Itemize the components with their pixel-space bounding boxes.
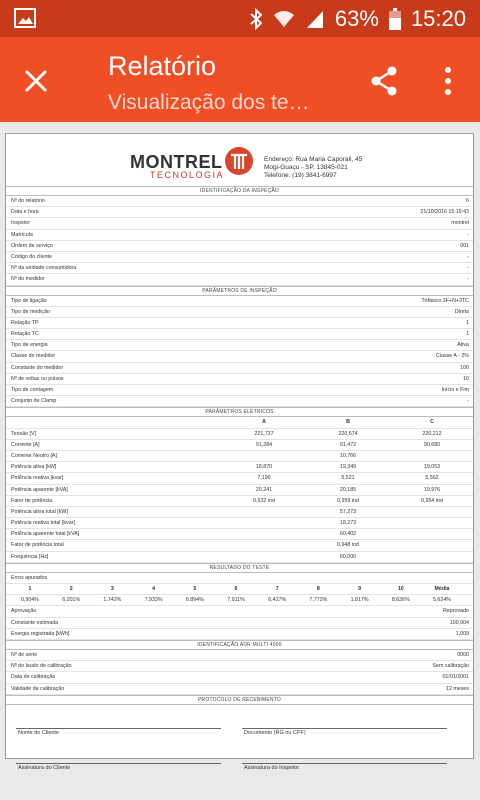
eletricos-phase-b-value: 18,273: [339, 520, 357, 527]
parametros-label: Tipo de medição: [11, 308, 50, 315]
erro-header-cell: 7: [275, 586, 279, 592]
brand-name: MONTREL: [130, 152, 223, 172]
parametros-label: Tipo de contagem: [11, 387, 54, 393]
erro-value-cell: 7,911%: [227, 597, 245, 604]
signal-icon: [305, 9, 325, 29]
resultado-row: [6, 618, 473, 629]
parametros-row: [6, 307, 473, 318]
erro-value-cell: 5,624%: [433, 597, 451, 604]
eletricos-phase-a-value: 0,932 ind: [253, 497, 275, 504]
resultado-label: Aprovação: [11, 608, 37, 615]
eletricos-phase-c-value: 19,976: [423, 486, 441, 493]
status-bar: [0, 0, 480, 37]
eletricos-table: [6, 429, 473, 563]
eletricos-header-row: [6, 417, 473, 428]
parametros-label: Relação TC: [11, 331, 39, 338]
erros-values-row: [6, 595, 473, 606]
eletricos-row: [6, 507, 473, 518]
wifi-icon: [273, 9, 295, 29]
resultado-label: Energia registrada [kWh]: [11, 630, 70, 637]
parametros-label: Constante do medidor: [11, 364, 64, 371]
parametros-label: Tipo de energia: [11, 342, 48, 349]
parametros-row: [6, 385, 473, 396]
inspecao-table: [6, 196, 473, 286]
eletricos-phase-a-value: 20,241: [255, 486, 273, 493]
parametros-value: 10: [463, 375, 469, 382]
erro-value-cell: 6,201%: [62, 597, 81, 604]
parametros-row: [6, 296, 473, 307]
inspecao-value: 001: [460, 242, 469, 249]
parametros-value: 100: [460, 364, 469, 371]
eletricos-label: Potência reativa [kvar]: [11, 475, 64, 482]
phase-a-header: A: [262, 419, 266, 426]
parametros-row: [6, 351, 473, 362]
inspecao-row: [6, 241, 473, 252]
erro-value-cell: 7,772%: [309, 597, 328, 604]
section-inspecao: IDENTIFICAÇÃO DA INSPEÇÃO: [6, 186, 473, 196]
phase-c-header: C: [430, 419, 434, 426]
erro-header-cell: 2: [69, 586, 73, 592]
eletricos-phase-b-value: 0,948 ind: [337, 542, 359, 549]
eletricos-phase-a-value: 18,870: [255, 464, 273, 471]
nome-cliente-label: Nome do Cliente: [18, 729, 59, 736]
adr-value: 0000: [457, 651, 469, 658]
parametros-value: Trifásico 3F+N+3TC: [421, 297, 469, 304]
adr-row: [6, 672, 473, 683]
adr-label: Nº do laudo de calibração: [11, 663, 72, 670]
eletricos-phase-b-value: 20,185: [339, 486, 357, 493]
inspecao-row: [6, 274, 473, 285]
eletricos-phase-a-value: 91,284: [255, 441, 273, 448]
eletricos-label: Fator de potência: [11, 497, 53, 504]
erros-header-row: [6, 584, 473, 595]
parametros-value: Direta: [454, 308, 469, 315]
eletricos-row: [6, 540, 473, 551]
eletricos-label: Potência aparente [kVA]: [11, 486, 68, 493]
resultado-row: [6, 629, 473, 640]
nome-cliente-line: [16, 728, 221, 729]
phase-b-header: B: [346, 419, 350, 426]
eletricos-phase-b-value: 10,766: [339, 452, 357, 459]
eletricos-phase-b-value: 91,472: [339, 441, 357, 448]
inspecao-label: Inspetor: [11, 220, 31, 227]
adr-table: [6, 650, 473, 695]
parametros-row: [6, 340, 473, 351]
eletricos-row: [6, 529, 473, 540]
eletricos-label: Potência ativa [kW]: [11, 464, 57, 471]
eletricos-phase-b-value: 60,402: [339, 531, 357, 538]
adr-value: 01/01/2001: [442, 674, 469, 681]
image-icon: [14, 8, 36, 28]
eletricos-row: [6, 440, 473, 451]
eletricos-row: [6, 462, 473, 473]
erro-header-cell: 4: [152, 586, 156, 592]
eletricos-phase-b-value: 19,349: [339, 464, 357, 471]
eletricos-phase-a-value: 221,737: [254, 430, 274, 437]
erro-header-cell: 6: [234, 586, 238, 592]
eletricos-label: Potência aparente total [kVA]: [11, 531, 80, 538]
signature-area: [6, 705, 473, 785]
bluetooth-icon: [249, 8, 263, 30]
parametros-value: 1: [466, 319, 469, 326]
adr-label: Data de calibração: [11, 674, 56, 681]
parametros-row: [6, 363, 473, 374]
eletricos-phase-c-value: 19,053: [423, 464, 441, 471]
parametros-value: 1: [466, 331, 469, 338]
inspecao-label: Matrícula: [11, 231, 33, 238]
assinatura-cliente-label: Assinatura do Cliente: [18, 764, 71, 771]
inspecao-value: 6: [466, 198, 469, 204]
erro-header-cell: 5: [193, 586, 197, 592]
share-icon[interactable]: [368, 65, 400, 97]
documento-label: Documento (RG ou CPF): [244, 729, 306, 736]
resultado-table: [6, 606, 473, 640]
erro-header-cell: Média: [434, 586, 450, 592]
parametros-row: [6, 329, 473, 340]
parametros-value: Classe A - 2%: [436, 353, 469, 360]
eletricos-phase-b-value: 5,521: [341, 475, 355, 482]
parametros-label: Conjunto de Clamp: [11, 398, 57, 405]
erro-header-cell: 8: [316, 586, 320, 592]
erro-value-cell: 0,904%: [21, 597, 39, 604]
company-address: Endereço: Rua Maria Caporali, 45 Mogi-Guaçu - SP, 13845-021 Telefone: (19) 3841-6997: [264, 156, 363, 179]
inspecao-label: Nº do relatório: [11, 198, 45, 204]
resultado-label: Constante estimada: [11, 619, 59, 626]
adr-row: [6, 650, 473, 661]
parametros-row: [6, 318, 473, 329]
clock: 15:20: [410, 6, 466, 31]
eletricos-row: [6, 552, 473, 563]
eletricos-row: [6, 496, 473, 507]
inspecao-label: Código do cliente: [11, 253, 52, 260]
resultado-value: 100,904: [449, 619, 469, 626]
eletricos-label: Fator de potência total: [11, 542, 64, 549]
parametros-label: Nº de voltas ou pulsos: [11, 375, 64, 382]
inspecao-label: Ordem de serviço: [11, 242, 53, 249]
eletricos-phase-c-value: 90,680: [423, 441, 441, 448]
more-vert-icon[interactable]: [436, 65, 460, 97]
eletricos-label: Corrente Neutro [A]: [11, 452, 57, 459]
parametros-label: Relação TP: [11, 319, 39, 326]
report-document[interactable]: [5, 133, 474, 771]
inspecao-value: 21/10/2016 15:19:43: [420, 209, 469, 216]
adr-label: Nº de série: [11, 651, 38, 658]
inspecao-row: [6, 196, 473, 207]
parametros-value: Início e Fim: [441, 387, 469, 393]
eletricos-phase-c-value: 0,954 ind: [421, 497, 443, 504]
eletricos-label: Potência reativa total [kvar]: [11, 520, 75, 527]
parametros-table: [6, 296, 473, 408]
section-eletricos: PARÂMETROS ELÉTRICOS: [6, 407, 473, 417]
section-adr: IDENTIFICAÇÃO ADR MULTI 4000: [6, 640, 473, 650]
inspecao-row: [6, 252, 473, 263]
adr-label: Validade da calibração: [11, 685, 65, 692]
erros-label-row: [6, 573, 473, 584]
parametros-label: Tipo de ligação: [11, 297, 47, 304]
eletricos-row: [6, 429, 473, 440]
section-parametros: PARÂMETROS DE INSPEÇÃO: [6, 286, 473, 296]
inspecao-label: Data e hora: [11, 209, 39, 216]
adr-row: [6, 684, 473, 695]
eletricos-label: Corrente [A]: [11, 441, 40, 448]
inspecao-label: Nº da unidade consumidora: [11, 265, 77, 272]
inspecao-row: [6, 263, 473, 274]
erro-header-cell: 10: [397, 586, 404, 592]
inspecao-label: Nº do medidor: [11, 276, 45, 283]
report-header: [6, 134, 473, 186]
inspecao-value: -: [467, 253, 469, 260]
adr-row: [6, 661, 473, 672]
parametros-value: Ativa: [457, 342, 469, 349]
inspecao-row: [6, 218, 473, 229]
eletricos-row: [6, 518, 473, 529]
eletricos-phase-a-value: 7,190: [257, 475, 271, 482]
resultado-value: 1,009: [455, 630, 469, 637]
eletricos-row: [6, 485, 473, 496]
assinatura-cliente-line: [16, 763, 221, 764]
eletricos-phase-b-value: 220,574: [338, 430, 358, 437]
inspecao-row: [6, 230, 473, 241]
page-subtitle: Visualização dos te…: [108, 91, 310, 114]
erro-value-cell: 8,636%: [391, 597, 410, 604]
eletricos-phase-b-value: 57,273: [339, 508, 357, 515]
inspecao-value: -: [467, 265, 469, 272]
erro-header-cell: 9: [358, 586, 362, 592]
eletricos-row: [6, 473, 473, 484]
parametros-label: Classe do medidor: [11, 353, 56, 360]
assinatura-inspetor-line: [242, 763, 447, 764]
resultado-row: [6, 606, 473, 617]
resultado-value: Reprovado: [443, 608, 469, 615]
section-protocolo: PROTOCOLO DE RECEBIMENTO: [6, 695, 473, 705]
adr-value: 12 meses: [446, 685, 469, 692]
montrel-logo-icon: [224, 146, 254, 176]
assinatura-inspetor-label: Assinatura do Inspetor: [244, 764, 300, 771]
eletricos-phase-c-value: 220,212: [422, 430, 442, 437]
eletricos-phase-c-value: 5,562: [425, 475, 439, 482]
erro-header-cell: 3: [110, 586, 114, 592]
battery-icon: [389, 8, 401, 30]
inspecao-value: -: [467, 276, 469, 283]
section-resultado: RESULTADO DO TESTE: [6, 563, 473, 573]
eletricos-label: Frequência [Hz]: [11, 553, 49, 560]
parametros-row: [6, 374, 473, 385]
inspecao-row: [6, 207, 473, 218]
erro-header-cell: 1: [28, 586, 32, 592]
page-title: Relatório: [108, 51, 217, 81]
inspecao-value: montrel: [451, 220, 469, 227]
brand-subtitle: TECNOLOGIA: [150, 170, 225, 180]
eletricos-phase-b-value: 0,959 ind: [337, 497, 359, 504]
app-bar: [0, 37, 480, 122]
eletricos-label: Potência ativa total [kW]: [11, 508, 68, 515]
erro-value-cell: 7,933%: [144, 597, 163, 604]
close-icon[interactable]: [20, 65, 52, 97]
erro-value-cell: 1,742%: [103, 597, 122, 604]
erro-value-cell: 6,894%: [185, 597, 204, 604]
adr-value: Sem calibração: [432, 663, 469, 670]
eletricos-label: Tensão [V]: [11, 430, 37, 437]
documento-line: [242, 728, 447, 729]
eletricos-row: [6, 451, 473, 462]
parametros-value: -: [467, 398, 469, 405]
erro-value-cell: 6,427%: [268, 597, 287, 604]
parametros-row: [6, 396, 473, 407]
erros-label: Erros apurados: [11, 574, 48, 581]
erro-value-cell: 1,817%: [350, 597, 369, 604]
battery-percent: 63%: [334, 6, 379, 31]
inspecao-value: -: [467, 231, 469, 238]
eletricos-phase-b-value: 60,000: [339, 553, 357, 560]
